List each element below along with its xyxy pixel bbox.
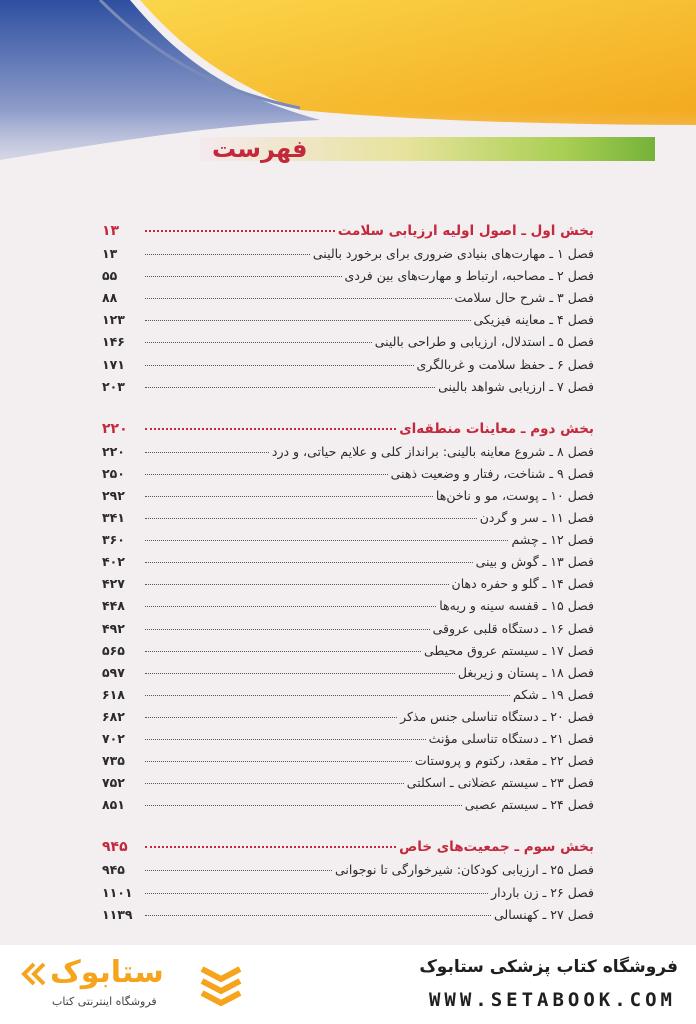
toc-entry-title: فصل ۲۳ ـ سیستم عضلانی ـ اسکلتی	[406, 775, 594, 791]
dot-leader	[145, 387, 435, 388]
toc-entry-title: فصل ۱۹ ـ شکم	[512, 686, 594, 702]
dot-leader	[145, 428, 396, 430]
store-logo: ستابوک	[50, 955, 164, 990]
toc-page-number: ۱۱۰۱	[102, 884, 133, 900]
toc-entry-title: فصل ۱۶ ـ دستگاه قلبی عروقی	[432, 620, 594, 636]
dot-leader	[145, 717, 397, 718]
dot-leader	[145, 276, 342, 277]
toc-entry-title: فصل ۲۰ ـ دستگاه تناسلی جنس مذکر	[400, 708, 594, 724]
toc-page-number: ۹۴۵	[102, 839, 128, 856]
toc-page-number: ۱۱۳۹	[102, 906, 133, 922]
dot-leader	[145, 320, 471, 321]
toc-chapter	[102, 709, 594, 731]
toc-page-number: ۱۳	[102, 223, 120, 239]
toc-chapter	[102, 598, 594, 620]
dot-leader	[145, 651, 421, 652]
logo-chevrons-icon	[198, 963, 244, 1007]
toc-page-number: ۷۳۵	[102, 753, 125, 769]
toc-chapter	[102, 731, 594, 753]
toc-entry-title: بخش اول ـ اصول اولیه ارزیابی سلامت	[337, 223, 594, 239]
toc-page-number: ۷۰۲	[102, 731, 125, 746]
toc-page-number: ۲۲۰	[102, 420, 128, 437]
toc-page-number: ۱۳	[102, 246, 118, 261]
dot-leader	[145, 474, 388, 475]
toc-section	[102, 839, 594, 861]
toc-entry-title: فصل ۲۵ ـ ارزیابی کودکان: شیرخوارگی تا نوجوانی	[334, 862, 594, 878]
toc-page-number: ۸۸	[102, 290, 118, 306]
dot-leader	[145, 761, 412, 762]
toc-page-number: ۴۴۸	[102, 598, 125, 614]
dot-leader	[145, 695, 510, 696]
toc-chapter	[102, 444, 594, 466]
page-title: فهرست	[212, 135, 308, 163]
toc-entry-title: فصل ۶ ـ حفظ سلامت و غربالگری	[416, 356, 594, 372]
toc-chapter	[102, 797, 594, 819]
dot-leader	[145, 562, 473, 563]
toc-page-number: ۲۲۰	[102, 443, 125, 459]
toc-entry-title: فصل ۱۸ ـ پستان و زیربغل	[457, 664, 594, 680]
toc-page-number: ۸۵۱	[102, 797, 125, 813]
toc-page-number: ۲۰۳	[102, 378, 125, 394]
toc-page-number: ۱۷۱	[102, 356, 125, 372]
toc-entry-title: فصل ۱ ـ مهارت‌های بنیادی ضروری برای برخورد بالینی	[312, 246, 594, 261]
toc-page-number: ۴۹۲	[102, 620, 125, 636]
toc-chapter	[102, 510, 594, 532]
toc-page-number: ۵۶۵	[102, 642, 125, 658]
toc-page-number: ۲۵۰	[102, 465, 125, 481]
toc-entry-title: فصل ۳ ـ شرح حال سلامت	[454, 290, 594, 306]
toc-chapter	[102, 357, 594, 379]
toc-page-number: ۱۲۳	[102, 312, 125, 328]
toc-chapter	[102, 268, 594, 290]
dot-leader	[145, 518, 477, 519]
toc-chapter	[102, 290, 594, 312]
toc-entry-title: فصل ۱۲ ـ چشم	[511, 532, 594, 548]
toc-entry-title: فصل ۲۶ ـ زن باردار	[491, 884, 594, 900]
toc-chapter	[102, 775, 594, 797]
store-logo-tagline: فروشگاه اینترنتی کتاب	[52, 995, 157, 1008]
toc-entry-title: فصل ۷ ـ ارزیابی شواهد بالینی	[438, 378, 594, 394]
toc-chapter	[102, 488, 594, 510]
toc-section	[102, 223, 594, 245]
dot-leader	[145, 496, 433, 497]
toc-page-number: ۳۶۰	[102, 532, 125, 548]
toc-page-number: ۲۹۲	[102, 487, 125, 503]
dot-leader	[145, 893, 488, 894]
dot-leader	[145, 870, 332, 871]
toc-entry-title: فصل ۵ ـ استدلال، ارزیابی و طراحی بالینی	[374, 334, 594, 350]
footer-banner	[0, 945, 696, 1024]
toc-chapter	[102, 862, 594, 884]
dot-leader	[145, 584, 449, 585]
toc-entry-title: بخش دوم ـ معاینات منطقه‌ای	[399, 420, 594, 437]
toc-page-number: ۷۵۲	[102, 775, 125, 791]
toc-page-number: ۹۴۵	[102, 862, 125, 878]
dot-leader	[145, 606, 436, 607]
toc-chapter	[102, 246, 594, 268]
toc-entry-title: فصل ۱۱ ـ سر و گردن	[479, 510, 594, 525]
toc-entry-title: فصل ۱۳ ـ گوش و بینی	[475, 554, 594, 570]
store-url: WWW.SETABOOK.COM	[428, 989, 676, 1011]
dot-leader	[145, 739, 426, 740]
dot-leader	[145, 254, 310, 255]
toc-page-number: ۶۱۸	[102, 686, 125, 702]
toc-page-number: ۶۸۲	[102, 708, 125, 724]
toc-chapter	[102, 312, 594, 334]
dot-leader	[145, 298, 452, 299]
toc-page-number: ۵۵	[102, 268, 118, 284]
toc-entry-title: فصل ۲۴ ـ سیستم عصبی	[464, 797, 594, 813]
dot-leader	[145, 452, 269, 453]
dot-leader	[145, 673, 455, 674]
dot-leader	[145, 783, 404, 784]
toc-chapter	[102, 643, 594, 665]
toc-chapter	[102, 687, 594, 709]
toc-entry-title: فصل ۲۲ ـ مقعد، رکتوم و پروستات	[414, 753, 594, 769]
toc-chapter	[102, 576, 594, 598]
toc-page-number: ۵۹۷	[102, 664, 125, 680]
dot-leader	[145, 540, 508, 541]
toc-entry-title: فصل ۹ ـ شناخت، رفتار و وضعیت ذهنی	[390, 465, 594, 481]
toc-chapter	[102, 379, 594, 401]
toc-section	[102, 421, 594, 443]
toc-chapter	[102, 554, 594, 576]
toc-chapter	[102, 907, 594, 929]
toc-chapter	[102, 621, 594, 643]
dot-leader	[145, 846, 396, 848]
dot-leader	[145, 230, 335, 232]
dot-leader	[145, 342, 372, 343]
store-name: فروشگاه کتاب پزشکی ستابوک	[419, 957, 678, 977]
toc-chapter	[102, 753, 594, 775]
toc-entry-title: فصل ۲ ـ مصاحبه، ارتباط و مهارت‌های بین فردی	[344, 268, 594, 284]
toc-entry-title: فصل ۲۷ ـ کهنسالی	[494, 906, 594, 922]
toc-page-number: ۴۰۲	[102, 554, 125, 570]
toc-page-number: ۴۲۷	[102, 576, 125, 592]
toc-entry-title: بخش سوم ـ جمعیت‌های خاص	[399, 839, 594, 856]
toc-entry-title: فصل ۱۷ ـ سیستم عروق محیطی	[423, 642, 594, 658]
toc-entry-title: فصل ۸ ـ شروع معاینه بالینی: برانداز کلی و علایم حیاتی، و درد	[271, 443, 594, 459]
dot-leader	[145, 629, 430, 630]
logo-arrows-icon	[20, 961, 48, 987]
toc-chapter	[102, 665, 594, 687]
toc-chapter	[102, 334, 594, 356]
toc-entry-title: فصل ۱۰ ـ پوست، مو و ناخن‌ها	[435, 487, 594, 503]
dot-leader	[145, 915, 491, 916]
toc-page-number: ۳۴۱	[102, 510, 125, 525]
toc-entry-title: فصل ۱۴ ـ گلو و حفره دهان	[451, 576, 594, 592]
dot-leader	[145, 805, 462, 806]
toc-entry-title: فصل ۲۱ ـ دستگاه تناسلی مؤنث	[428, 731, 594, 746]
toc-chapter	[102, 466, 594, 488]
toc-page-number: ۱۴۶	[102, 334, 125, 350]
toc-chapter	[102, 532, 594, 554]
toc-entry-title: فصل ۴ ـ معاینه فیزیکی	[473, 312, 594, 328]
dot-leader	[145, 365, 414, 366]
toc-chapter	[102, 885, 594, 907]
toc-entry-title: فصل ۱۵ ـ قفسه سینه و ریه‌ها	[439, 598, 594, 614]
